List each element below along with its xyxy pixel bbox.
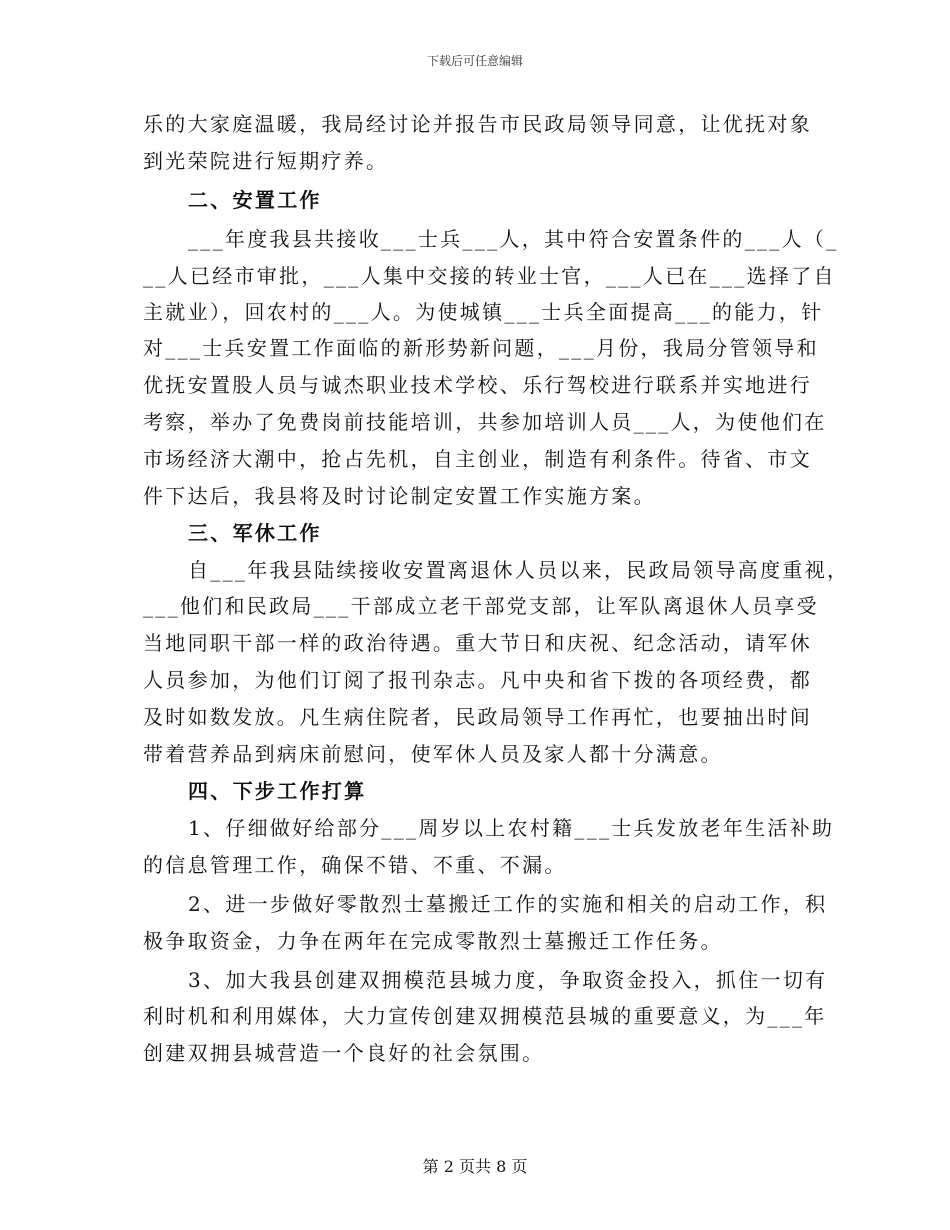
body-line: 1、仔细做好给部分___周岁以上农村籍___士兵发放老年生活补助 bbox=[188, 816, 835, 840]
body-line: 件下达后，我县将及时讨论制定安置工作实施方案。 bbox=[143, 484, 656, 508]
body-line: 对___士兵安置工作面临的新形势新问题，___月份，我局分管领导和 bbox=[143, 336, 819, 360]
body-line: 及时如数发放。凡生病住院者，民政局领导工作再忙，也要抽出时间 bbox=[143, 705, 812, 729]
body-line: __人已经市审批，___人集中交接的转业士官，___人已在___选择了自 bbox=[143, 264, 836, 288]
body-line: 市场经济大潮中，抢占先机，自主创业，制造有利条件。待省、市文 bbox=[143, 447, 812, 471]
section-heading: 二、安置工作 bbox=[188, 188, 322, 212]
body-line: 乐的大家庭温暖，我局经讨论并报告市民政局领导同意，让优抚对象 bbox=[143, 112, 812, 136]
page-footer: 第 2 页共 8 页 bbox=[422, 1157, 528, 1176]
section-heading: 三、军休工作 bbox=[188, 521, 322, 545]
body-line: 创建双拥县城营造一个良好的社会氛围。 bbox=[143, 1041, 545, 1065]
body-line: 考察，举办了免费岗前技能培训，共参加培训人员___人，为使他们在 bbox=[143, 410, 827, 434]
body-line: ___他们和民政局___干部成立老干部党支部，让军队离退休人员享受 bbox=[143, 594, 819, 618]
body-line: 优抚安置股人员与诚杰职业技术学校、乐行驾校进行联系并实地进行 bbox=[143, 373, 812, 397]
section-heading: 四、下步工作打算 bbox=[188, 779, 367, 803]
body-line: 当地同职干部一样的政治待遇。重大节日和庆祝、纪念活动，请军休 bbox=[143, 631, 812, 655]
page-header: 下载后可任意编辑 bbox=[426, 54, 523, 68]
body-line: ___年度我县共接收___士兵___人，其中符合安置条件的___人（_ bbox=[188, 227, 839, 251]
body-line: 人员参加，为他们订阅了报刊杂志。凡中央和省下拨的各项经费，都 bbox=[143, 668, 812, 692]
body-line: 带着营养品到病床前慰问，使军休人员及家人都十分满意。 bbox=[143, 742, 723, 766]
body-line: 2、进一步做好零散烈士墓搬迁工作的实施和相关的启动工作，积 bbox=[188, 892, 828, 916]
body-line: 3、加大我县创建双拥模范县城力度，争取资金投入，抓住一切有 bbox=[188, 968, 828, 992]
body-line: 到光荣院进行短期疗养。 bbox=[143, 149, 389, 173]
body-line: 自___年我县陆续接收安置离退休人员以来，民政局领导高度重视， bbox=[188, 558, 850, 582]
body-line: 极争取资金，力争在两年在完成零散烈士墓搬迁工作任务。 bbox=[143, 929, 723, 953]
body-line: 主就业），回农村的___人。为使城镇___士兵全面提高___的能力，针 bbox=[143, 300, 824, 324]
body-line: 利时机和利用媒体，大力宣传创建双拥模范县城的重要意义，为___年 bbox=[143, 1004, 827, 1028]
body-line: 的信息管理工作，确保不错、不重、不漏。 bbox=[143, 853, 567, 877]
